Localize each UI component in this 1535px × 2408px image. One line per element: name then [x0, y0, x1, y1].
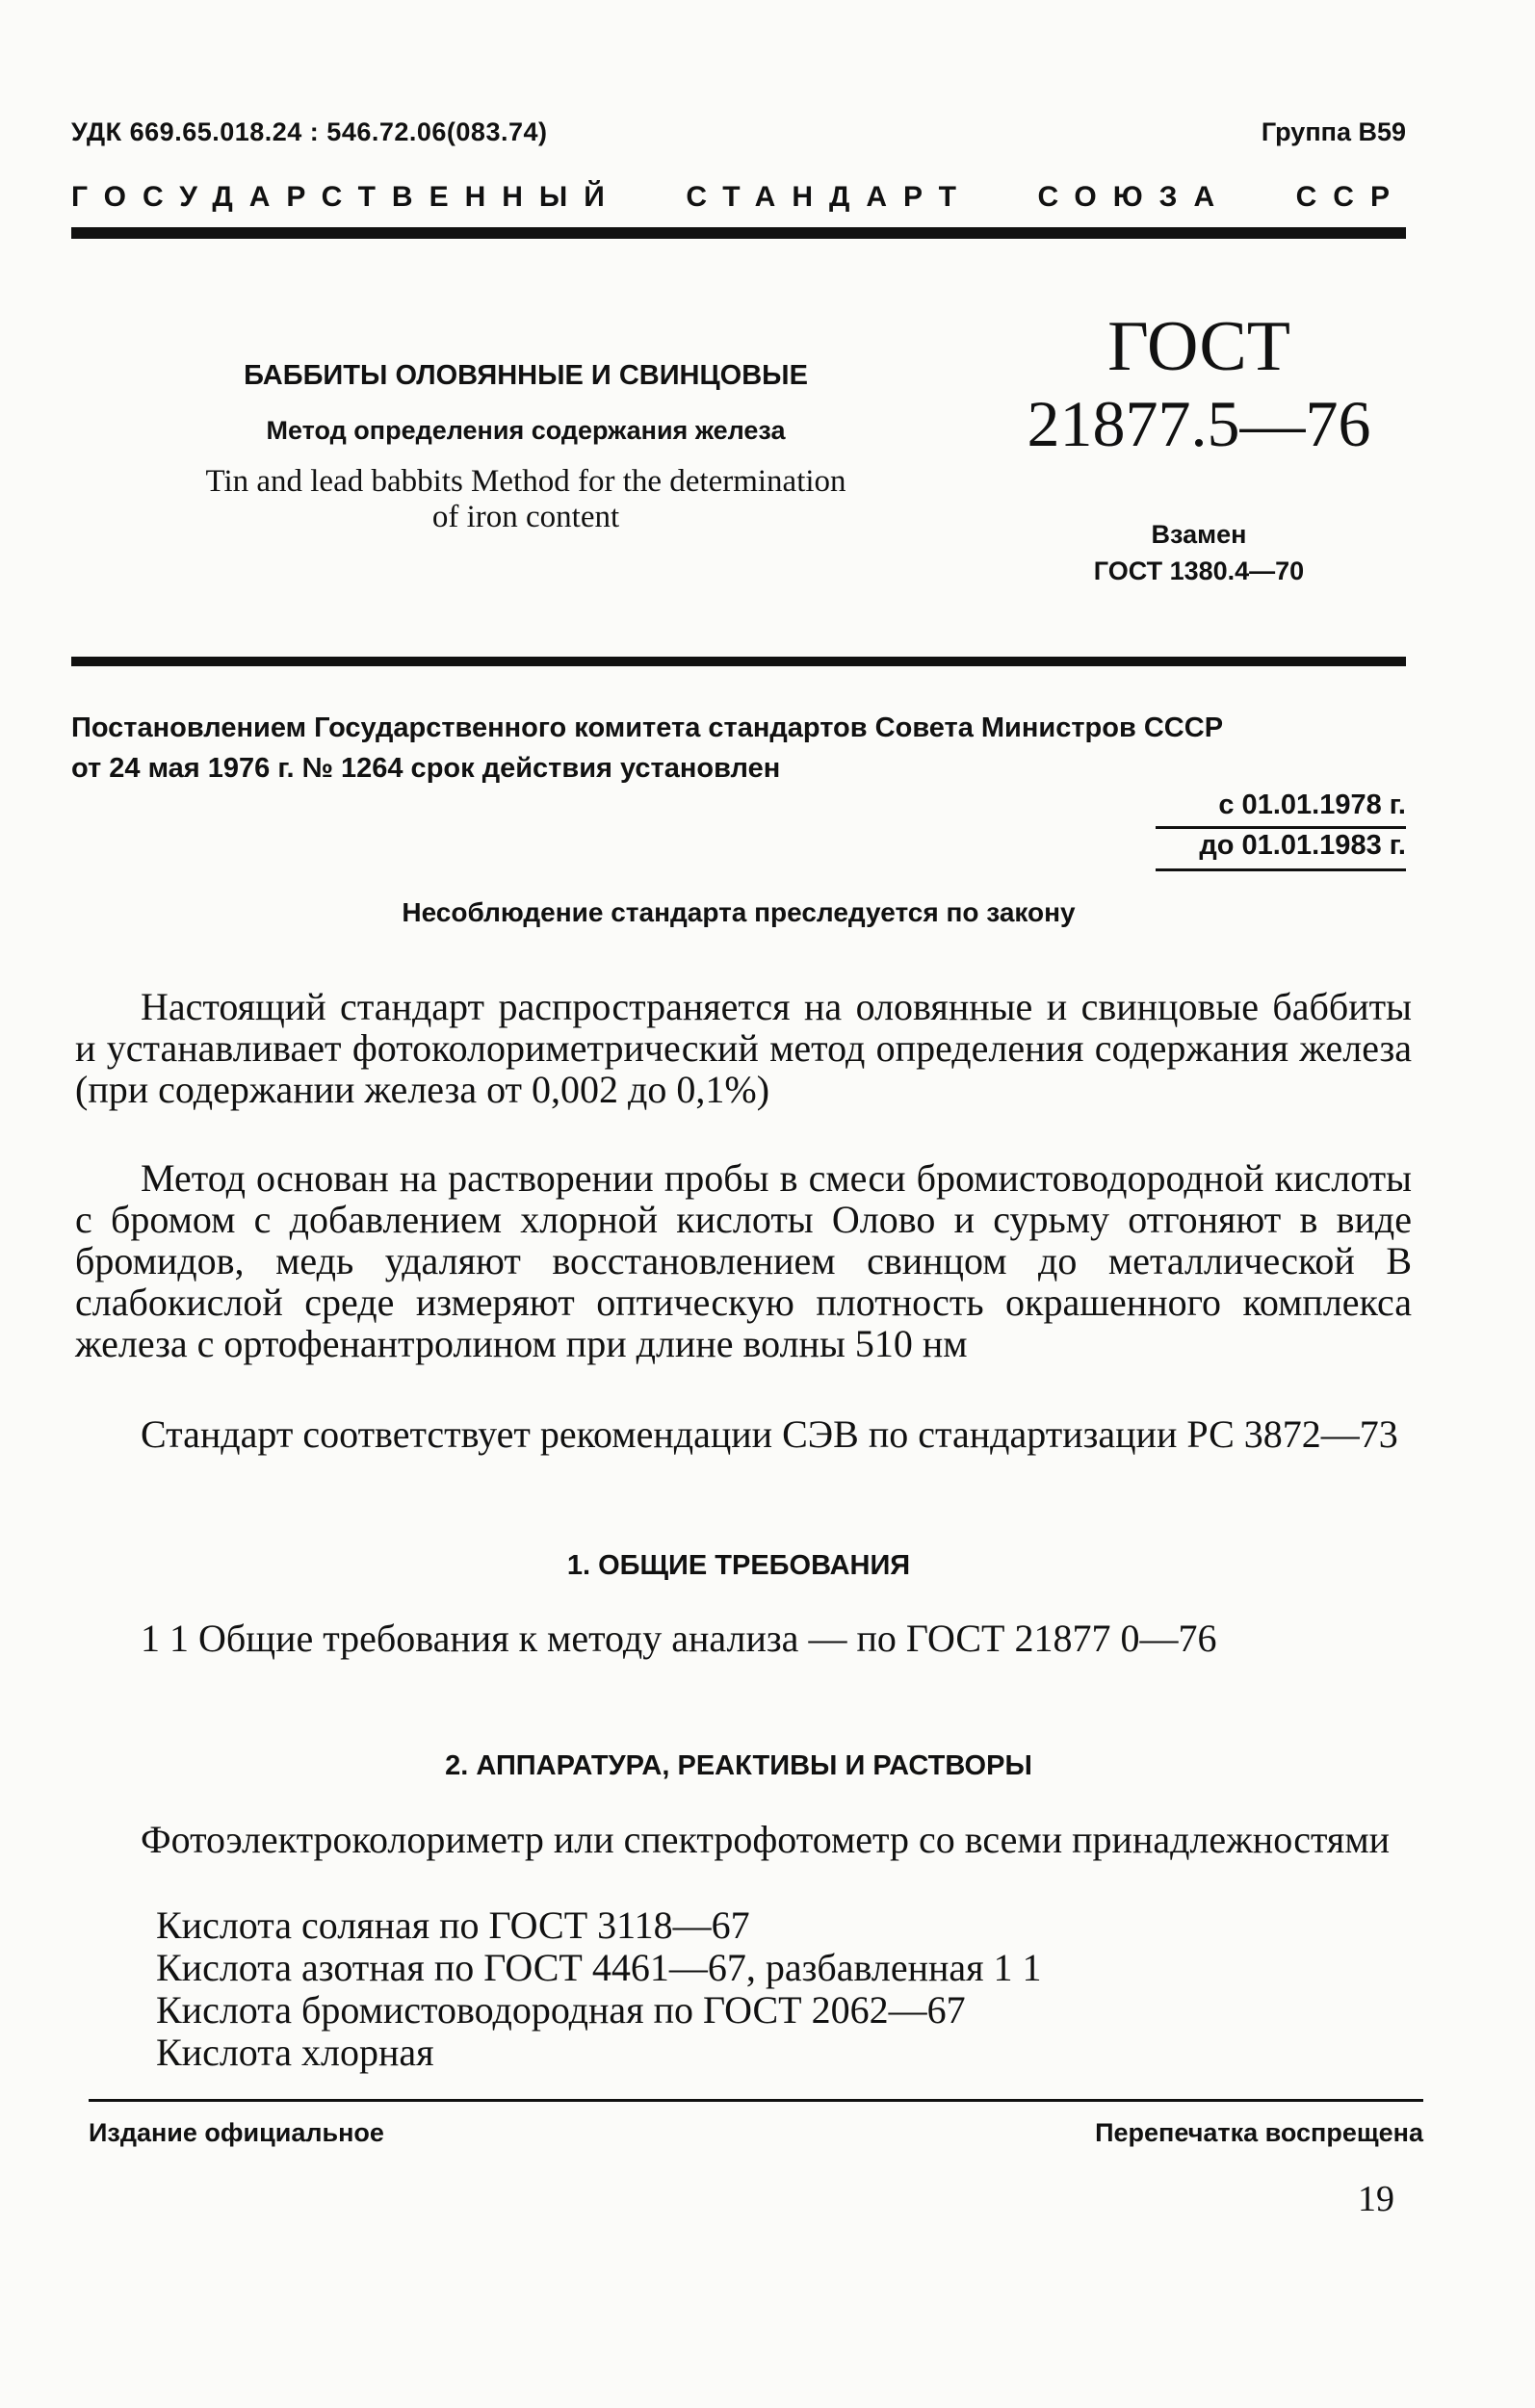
replaces-standard: ГОСТ 1380.4—70 — [1093, 557, 1305, 585]
english-title-line1: Tin and lead babbits Method for the determination — [205, 464, 846, 499]
state-word-2: СТАНДАРТ — [686, 181, 973, 213]
page-number: 19 — [1358, 2179, 1394, 2219]
decree-line-1: Постановлением Государственного комитета стандартов Совета Министров СССР — [71, 712, 1224, 743]
state-standard-banner — [71, 181, 1406, 214]
replaces-label: Взамен — [1151, 520, 1247, 549]
state-word-3: СОЮЗА — [1037, 181, 1232, 213]
reagent-item-1: Кислота соляная по ГОСТ 3118—67 — [156, 1903, 750, 1947]
effective-date-from: с 01.01.1978 г. — [1218, 790, 1406, 820]
udk-code: УДК 669.65.018.24 : 546.72.06(083.74) — [71, 117, 548, 146]
legal-warning: Несоблюдение стандарта преследуется по закону — [402, 897, 1076, 927]
english-title-line2: of iron content — [431, 500, 620, 534]
reagent-item-2: Кислота азотная по ГОСТ 4461—67, разбавленная 1 1 — [156, 1946, 1042, 1989]
gost-label: ГОСТ — [1107, 307, 1290, 386]
reagent-item-4: Кислота хлорная — [156, 2031, 434, 2074]
group-code: Группа В59 — [1261, 117, 1406, 146]
section-2-intro: Фотоэлектроколориметр или спектрофотометр со всеми принадлежностями — [141, 1818, 1391, 1861]
document-title: БАББИТЫ ОЛОВЯННЫЕ И СВИНЦОВЫЕ — [244, 360, 808, 391]
body-paragraph-3: Стандарт соответствует рекомендации СЭВ по стандартизации РС 3872—73 — [141, 1412, 1398, 1456]
section-2-heading: 2. АППАРАТУРА, РЕАКТИВЫ И РАСТВОРЫ — [445, 1750, 1032, 1781]
body-paragraph-1: Настоящий стандарт распространяется на оловянные и свинцовые баббиты и устанавливает фотоколориметрический метод определения содержания железа (при содержании железа от 0,002 до 0,1%) — [75, 985, 1412, 1111]
document-subtitle: Метод определения содержания железа — [266, 416, 786, 445]
reagent-item-3: Кислота бромистоводородная по ГОСТ 2062—67 — [156, 1988, 966, 2032]
decree-line-2: от 24 мая 1976 г. № 1264 срок действия установлен — [71, 753, 781, 784]
state-word-1: ГОСУДАРСТВЕННЫЙ — [71, 181, 621, 213]
body-paragraph-2: Метод основан на растворении пробы в смеси бромистоводородной кислоты с бромом с добавлением хлорной кислоты Олово и сурьму отгоняют в виде бромидов, медь удаляют восстановлением свинцом до металлической В слабокислой среде измеряют оптическую плотность окрашенного комплекса железа с ортофенантролином при длине волны 510 нм — [75, 1156, 1412, 1365]
title-block-rule — [71, 657, 1406, 666]
effective-date-to: до 01.01.1983 г. — [1199, 830, 1406, 861]
header-rule — [71, 227, 1406, 239]
footer-reprint-notice: Перепечатка воспрещена — [1095, 2118, 1423, 2147]
english-title — [83, 464, 969, 535]
section-1-heading: 1. ОБЩИЕ ТРЕБОВАНИЯ — [566, 1550, 911, 1581]
date-divider — [1156, 826, 1406, 829]
state-word-4: ССР — [1295, 181, 1406, 213]
footer-rule — [89, 2099, 1423, 2102]
section-1-text: 1 1 Общие требования к методу анализа — по ГОСТ 21877 0—76 — [141, 1617, 1217, 1660]
date-underline — [1156, 868, 1406, 871]
footer-edition: Издание официальное — [89, 2118, 384, 2147]
gost-number: 21877.5—76 — [1027, 387, 1371, 460]
